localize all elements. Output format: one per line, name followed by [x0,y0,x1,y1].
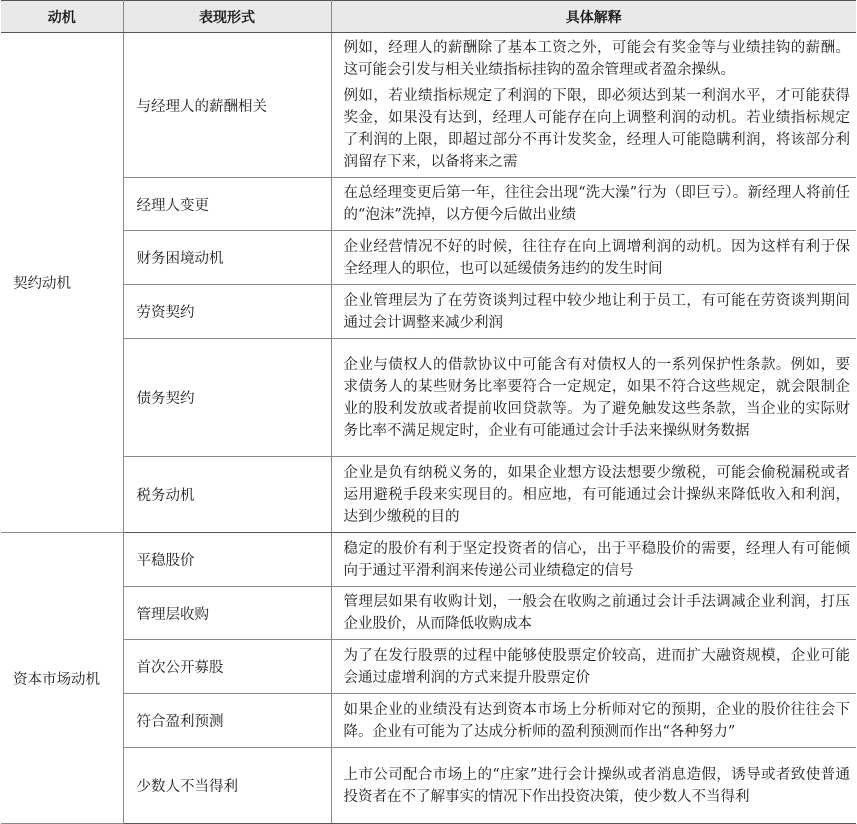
form-cell: 首次公开募股 [123,640,331,694]
detail-cell [331,285,856,339]
motive-cell: 资本市场动机 [1,533,123,824]
detail-text: 例如，若业绩指标规定了利润的下限，即必须达到某一利润水平，才可能获得奖金，如果没有达到，经理人可能存在向上调整利润的动机。若业绩指标规定了利润的上限，即超过部分不再计发奖金，经理人可能隐瞒利润，将该部分利润留存下来，以备将来之需 [343,88,850,170]
detail-cell [331,231,856,285]
form-cell: 与经理人的薪酬相关 [123,33,331,178]
detail-cell [331,457,856,533]
form-cell: 符合盈利预测 [123,694,331,748]
table-row [1,178,856,231]
form-cell: 平稳股价 [123,533,331,587]
table-row [1,231,856,285]
table-row [1,748,856,824]
form-cell: 债务契约 [123,339,331,457]
form-cell: 管理层收购 [123,587,331,640]
table-row [1,457,856,533]
detail-text: 如果企业的业绩没有达到资本市场上分析师对它的预期，企业的股价往往会下降。企业有可能为了达成分析师的盈利预测而作出“各种努力” [343,701,850,740]
detail-cell [331,339,856,457]
detail-cell [331,533,856,587]
header-motive: 动机 [1,1,123,33]
detail-cell [331,748,856,824]
form-cell: 财务困境动机 [123,231,331,285]
table-row [1,640,856,694]
form-cell: 劳资契约 [123,285,331,339]
form-cell: 经理人变更 [123,178,331,231]
detail-text: 稳定的股价有利于坚定投资者的信心，出于平稳股价的需要，经理人有可能倾向于通过平滑利润来传递公司业绩稳定的信号 [343,540,850,579]
header-form: 表现形式 [123,1,331,33]
detail-text: 企业经营情况不好的时候，往往存在向上调增利润的动机。因为这样有利于保全经理人的职位，也可以延缓债务违约的发生时间 [343,238,850,277]
header-row [1,1,856,33]
table-header [1,1,856,33]
table-row [1,339,856,457]
detail-text: 企业是负有纳税义务的，如果企业想方设法想要少缴税，可能会偷税漏税或者运用避税手段来实现目的。相应地，有可能通过会计操纵来降低收入和利润，达到少缴税的目的 [343,464,850,525]
detail-text: 例如，经理人的薪酬除了基本工资之外，可能会有奖金等与业绩挂钩的薪酬。这可能会引发与相关业绩指标挂钩的盈余管理或者盈余操纵。 [343,40,850,78]
form-cell: 税务动机 [123,457,331,533]
detail-text: 企业管理层为了在劳资谈判过程中较少地让利于员工，有可能在劳资谈判期间通过会计调整来减少利润 [343,292,850,331]
table-row [1,533,856,587]
detail-cell [331,178,856,231]
detail-text: 为了在发行股票的过程中能够使股票定价较高，进而扩大融资规模，企业可能会通过虚增利润的方式来提升股票定价 [343,647,850,686]
table-row [1,587,856,640]
detail-text: 管理层如果有收购计划，一般会在收购之前通过会计手法调减企业利润，打压企业股价，从而降低收购成本 [343,594,850,632]
motives-table [1,0,856,824]
detail-text: 上市公司配合市场上的“庄家”进行会计操纵或者消息造假，诱导或者致使普通投资者在不了解事实的情况下作出投资决策，使少数人不当得利 [343,766,850,805]
detail-cell [331,640,856,694]
table-row [1,33,856,178]
detail-cell [331,33,856,178]
detail-text: 企业与债权人的借款协议中可能含有对债权人的一系列保护性条款。例如，要求债务人的某些财务比率要符合一定规定，如果不符合这些规定，就会限制企业的股利发放或者提前收回贷款等。为了避免触发这些条款，当企业的实际财务比率不满足规定时，企业有可能通过会计手法来操纵财务数据 [343,356,850,439]
motive-cell: 契约动机 [1,33,123,533]
detail-text: 在总经理变更后第一年，往往会出现“洗大澡”行为（即巨亏）。新经理人将前任的“泡沫”洗掉，以方便今后做出业绩 [343,185,850,223]
table-row [1,285,856,339]
table-row [1,694,856,748]
header-detail: 具体解释 [331,1,856,33]
detail-cell [331,587,856,640]
table-body [1,33,856,824]
detail-cell [331,694,856,748]
form-cell: 少数人不当得利 [123,748,331,824]
